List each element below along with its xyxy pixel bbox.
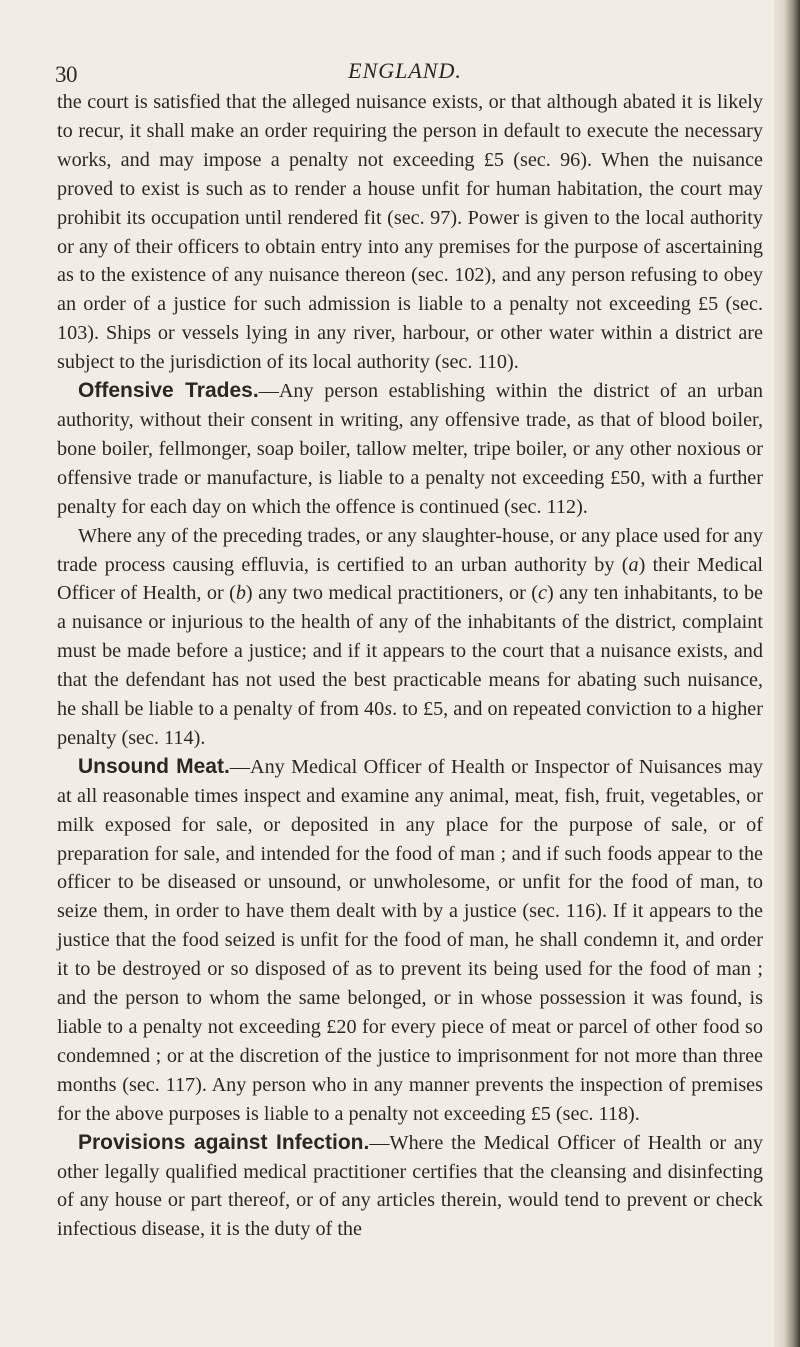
section-heading-unsound-meat: Unsound Meat. xyxy=(78,754,230,778)
body-text xyxy=(57,88,763,1244)
paragraph-nuisance-continued: the court is satisfied that the alleged nuisance exists, or that although abated it is likely to recur, it shall make an order requiring the person in default to execute the necessary works, and may impose a penalty not exceeding £5 (sec. 96). When the nuisance proved to exist is such as to render a house unfit for human habitation, the court may prohibit its occupation until rendered fit (sec. 97). Power is given to the local authority or any of their officers to obtain entry into any premises for the purpose of ascertaining as to the existence of any nuisance thereon (sec. 102), and any person refusing to obey an order of a justice for such admission is liable to a penalty not exceeding £5 (sec. 103). Ships or vessels lying in any river, harbour, or other water within a district are subject to the jurisdiction of its local authority (sec. 110). xyxy=(57,91,763,374)
italic-mark: c xyxy=(538,582,547,605)
section-heading-provisions-against-infection: Provisions against Infection. xyxy=(78,1130,370,1154)
text-run: ) any two medical practitioners, or ( xyxy=(245,582,538,605)
paragraph-certified-trades xyxy=(57,522,763,753)
text-run: ) their Medical Officer of Health, or ( xyxy=(57,553,764,605)
italic-mark: b xyxy=(235,582,246,605)
page-number: 30 xyxy=(55,62,77,87)
section-heading-offensive-trades: Offensive Trades. xyxy=(78,379,259,403)
paragraph-provisions-against-infection xyxy=(57,1129,763,1245)
running-title: ENGLAND. xyxy=(348,58,462,83)
page-edge-shadow xyxy=(774,0,800,1347)
paragraph-provisions-body: —Where the Medical Officer of Health or any other legally qualified medical practitioner certifies that the cleansing and disinfecting of any house or part thereof, or of any articles therein, would tend to prevent or check infectious disease, it is the duty of the xyxy=(57,1131,763,1241)
page-header xyxy=(55,52,755,87)
text-run: ) any ten inhabitants, to be a nuisance or injurious to the health of any of the inhabitants of the district, complaint must be made before a justice; and if it appears to the court that a nuisance exists, and that the defendant has not used the best practicable means for abating such nuisance, he shall be liable to a penalty of from 40 xyxy=(57,582,764,721)
paragraph-unsound-meat-body: —Any Medical Officer of Health or Inspector of Nuisances may at all reasonable times inspect and examine any animal, meat, fish, fruit, vegetables, or milk exposed for sale, or deposited in any place for the purpose of sale, or of preparation for sale, and intended for the food of man ; and if such foods appear to the officer to be diseased or unsound, or unwholesome, or unfit for the food of man, to seize them, in order to have them dealt with by a justice (sec. 116). If it appears to the justice that the food seized is unfit for the food of man, he shall condemn it, and order it to be destroyed or so disposed of as to prevent its being used for the food of man ; and the person to whom the same belonged, or in whose possession it was found, is liable to a penalty not exceeding £20 for every piece of meat or parcel of other food so condemned ; or at the discretion of the justice to imprisonment for not more than three months (sec. 117). Any person who in any manner prevents the inspection of premises for the above purposes is liable to a penalty not exceeding £5 (sec. 118). xyxy=(57,755,763,1125)
text-run: Where any of the preceding trades, or any slaughter-house, or any place used for any trade process causing effluvia, is certified to an urban authority by ( xyxy=(57,524,763,576)
italic-mark: a xyxy=(628,553,639,576)
text-run: . to £5, and on repeated conviction to a higher penalty (sec. 114). xyxy=(57,698,763,749)
paragraph-offensive-trades xyxy=(57,377,763,522)
paragraph-offensive-trades-body: —Any person establishing within the district of an urban authority, without their consent in writing, any offensive trade, as that of blood boiler, bone boiler, fellmonger, soap boiler, tallow melter, tripe boiler, or any other noxious or offensive trade or manufacture, is liable to a penalty not exceeding £50, with a further penalty for each day on which the offence is continued (sec. 112). xyxy=(57,380,764,518)
paragraph-unsound-meat xyxy=(57,753,763,1129)
italic-mark: s xyxy=(384,698,393,721)
